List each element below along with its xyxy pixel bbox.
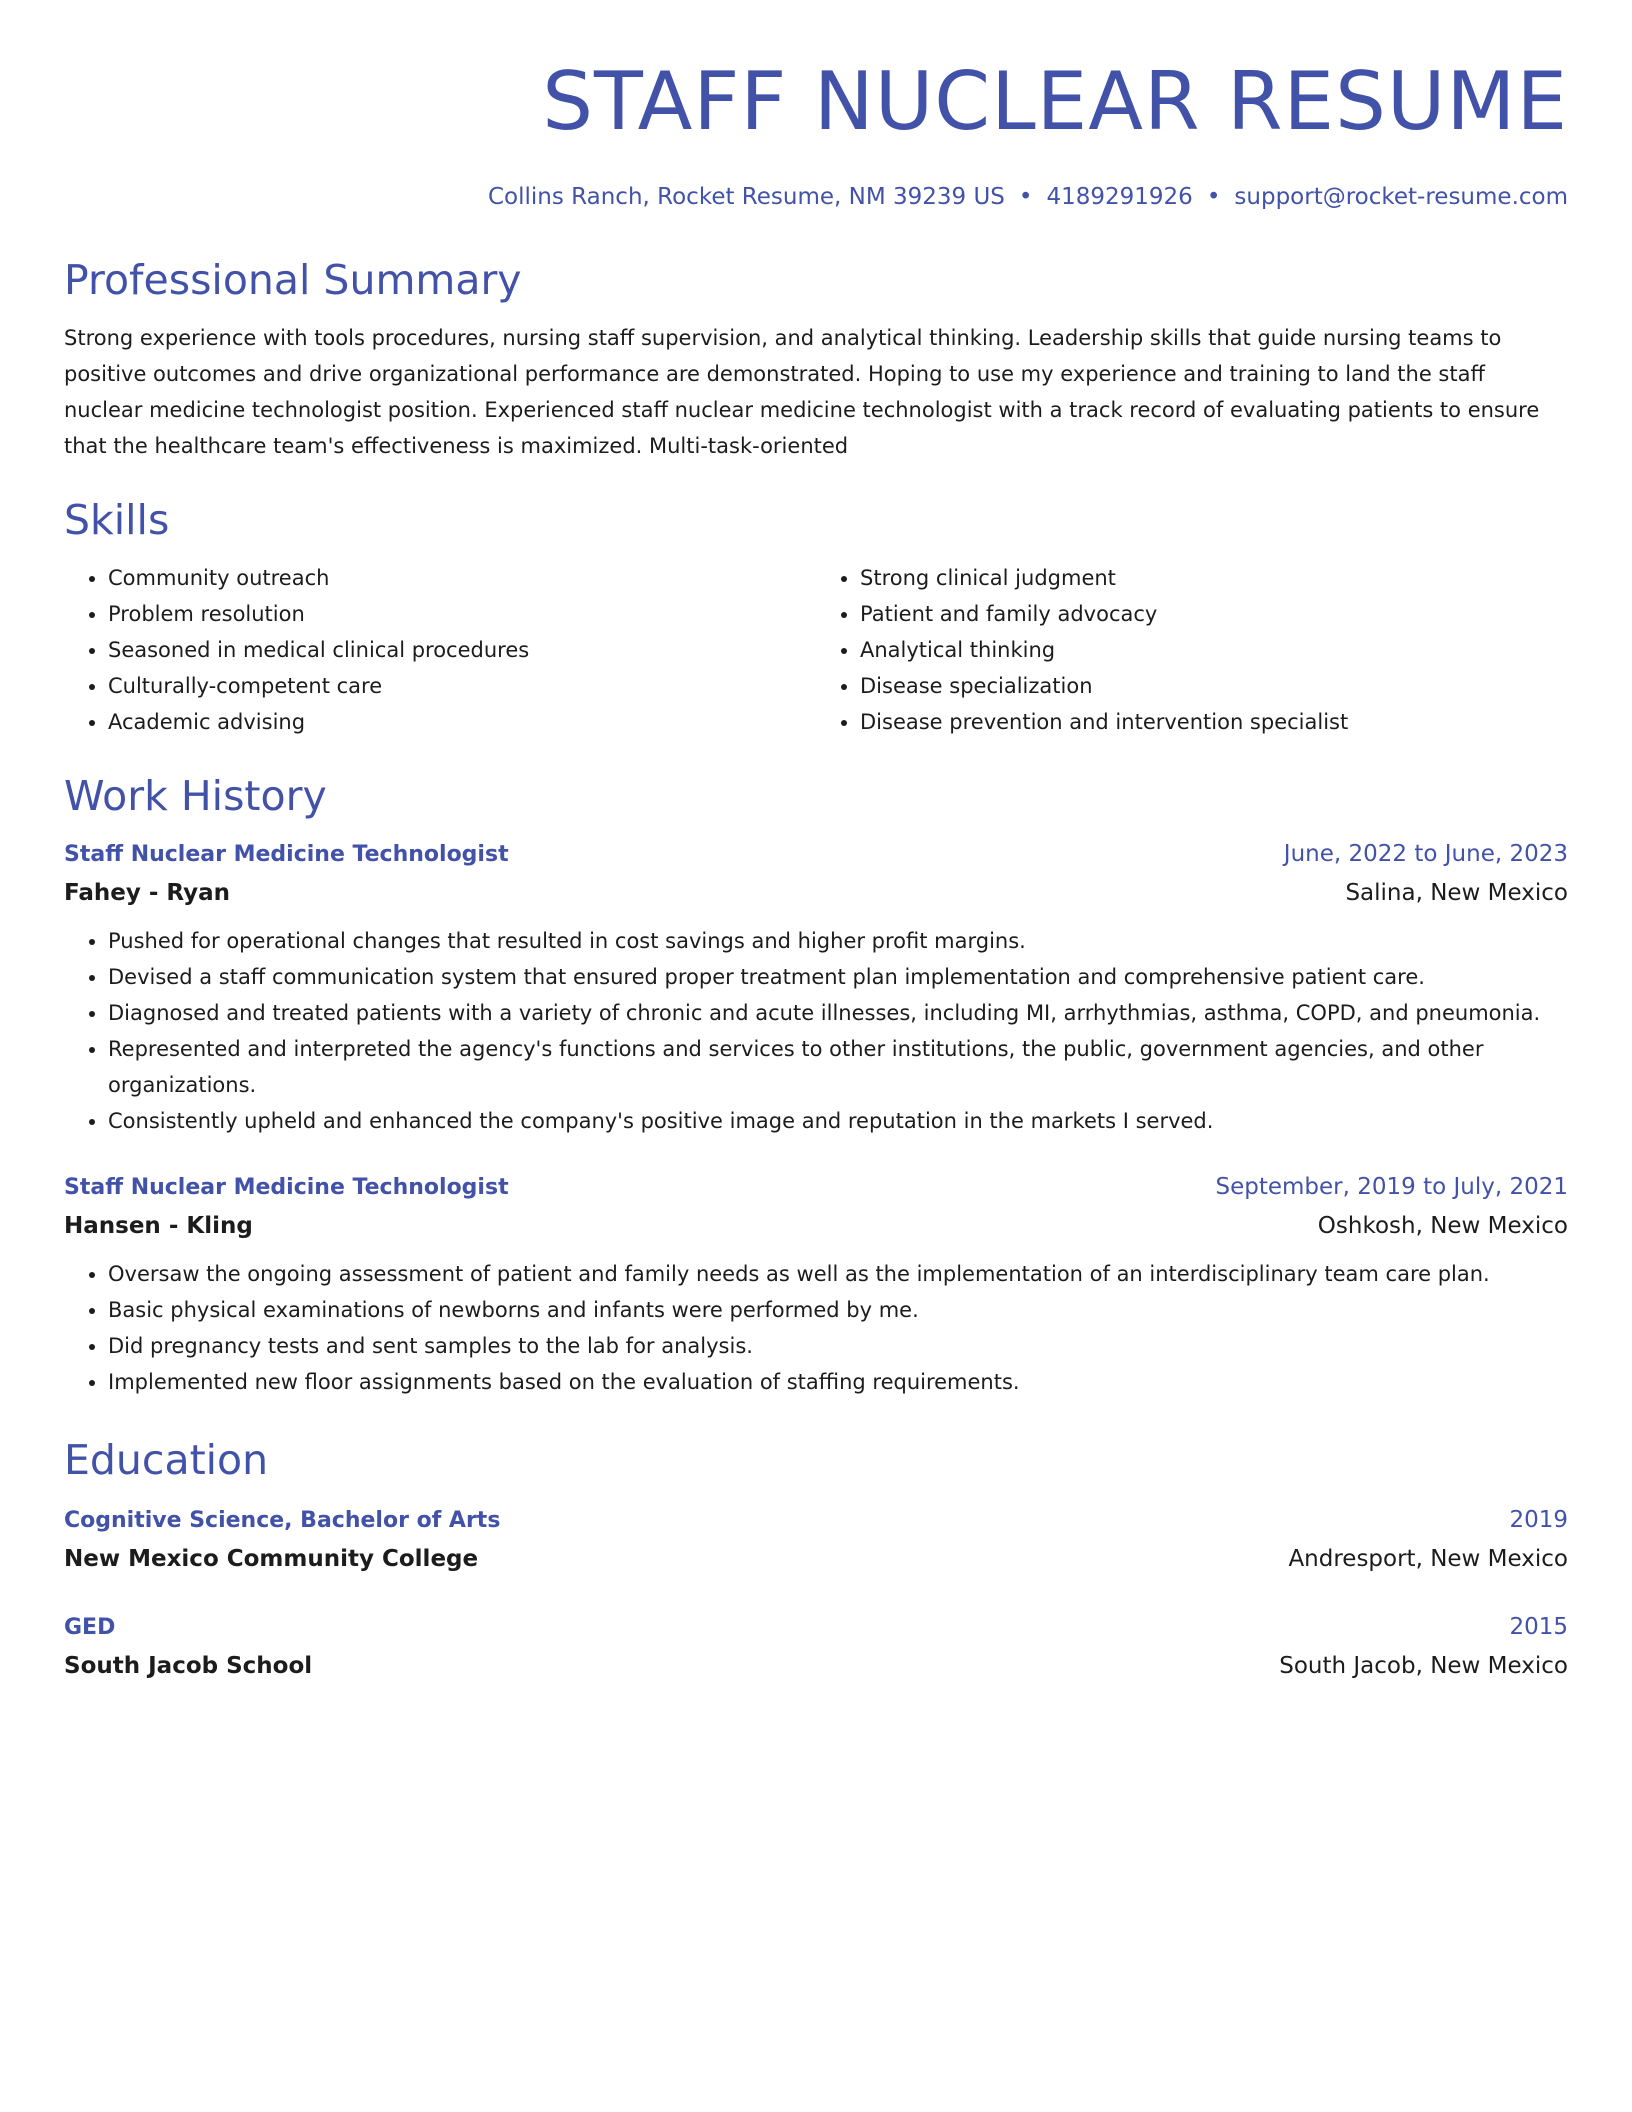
job-entry	[64, 1169, 1568, 1400]
skills-column-left	[64, 560, 816, 740]
skills-column-right	[816, 560, 1568, 740]
skill-item: • Disease prevention and intervention specialist	[860, 704, 1568, 740]
skill-item: • Analytical thinking	[860, 632, 1568, 668]
education-year: 2019	[1509, 1507, 1568, 1533]
contact-phone: 4189291926	[1046, 184, 1193, 210]
skills-list-left	[64, 560, 816, 740]
job-bullet: • Implemented new floor assignments based on the evaluation of staffing requirements.	[108, 1364, 1568, 1400]
education-degree: Cognitive Science, Bachelor of Arts	[64, 1508, 501, 1533]
job-entry	[64, 836, 1568, 1139]
skill-item: • Strong clinical judgment	[860, 560, 1568, 596]
education-entry	[64, 1609, 1568, 1686]
education-school: South Jacob School	[64, 1653, 313, 1679]
education-entry	[64, 1502, 1568, 1579]
job-role: Staff Nuclear Medicine Technologist	[64, 1175, 509, 1200]
job-dates: June, 2022 to June, 2023	[1283, 841, 1568, 867]
job-location: Salina, New Mexico	[1345, 880, 1568, 906]
education-location: Andresport, New Mexico	[1288, 1546, 1568, 1572]
skill-item: • Community outreach	[108, 560, 816, 596]
contact-separator: •	[1206, 184, 1221, 210]
job-bullets	[64, 923, 1568, 1139]
job-bullet: • Did pregnancy tests and sent samples to the lab for analysis.	[108, 1328, 1568, 1364]
work-history-heading: Work History	[64, 772, 327, 820]
job-bullet: • Pushed for operational changes that resulted in cost savings and higher profit margins.	[108, 923, 1568, 959]
job-bullet: • Oversaw the ongoing assessment of patient and family needs as well as the implementation of an interdisciplinary team care plan.	[108, 1256, 1568, 1292]
skill-item: • Problem resolution	[108, 596, 816, 632]
job-dates: September, 2019 to July, 2021	[1215, 1174, 1568, 1200]
job-employer-row	[64, 873, 1568, 913]
education-header-row	[64, 1609, 1568, 1646]
skill-item: • Disease specialization	[860, 668, 1568, 704]
contact-email: support@rocket-resume.com	[1234, 184, 1568, 210]
job-employer-row	[64, 1206, 1568, 1246]
contact-separator: •	[1018, 184, 1033, 210]
skill-item: • Patient and family advocacy	[860, 596, 1568, 632]
contact-line	[64, 180, 1568, 214]
job-location: Oshkosh, New Mexico	[1317, 1213, 1568, 1239]
skills-grid	[64, 560, 1568, 740]
job-employer: Fahey - Ryan	[64, 880, 230, 906]
job-bullet: • Diagnosed and treated patients with a variety of chronic and acute illnesses, including MI, arrhythmias, asthma, COPD, and pneumonia.	[108, 995, 1568, 1031]
education-header-row	[64, 1502, 1568, 1539]
skill-item: • Culturally-competent care	[108, 668, 816, 704]
education-school: New Mexico Community College	[64, 1546, 479, 1572]
education-school-row	[64, 1646, 1568, 1686]
skills-heading: Skills	[64, 496, 170, 544]
summary-heading: Professional Summary	[64, 256, 522, 304]
education-school-row	[64, 1539, 1568, 1579]
education-heading: Education	[64, 1436, 269, 1484]
job-bullet: • Basic physical examinations of newborns and infants were performed by me.	[108, 1292, 1568, 1328]
education-location: South Jacob, New Mexico	[1279, 1653, 1568, 1679]
job-employer: Hansen - Kling	[64, 1213, 253, 1239]
job-bullet: • Consistently upheld and enhanced the company's positive image and reputation in the markets I served.	[108, 1103, 1568, 1139]
job-header-row	[64, 1169, 1568, 1206]
contact-address: Collins Ranch, Rocket Resume, NM 39239 US	[487, 184, 1005, 210]
education-year: 2015	[1509, 1614, 1568, 1640]
job-bullet: • Devised a staff communication system that ensured proper treatment plan implementation and comprehensive patient care.	[108, 959, 1568, 995]
summary-text: Strong experience with tools procedures, nursing staff supervision, and analytical thinking. Leadership skills that guide nursing teams to positive outcomes and drive organizational performance are demonstrated. Hoping to use my experience and training to land the staff nuclear medicine technologist position. Experienced staff nuclear medicine technologist with a track record of evaluating patients to ensure that the healthcare team's effectiveness is maximized. Multi-task-oriented	[64, 326, 1540, 458]
education-degree: GED	[64, 1615, 116, 1640]
job-bullets	[64, 1256, 1568, 1400]
resume-title: STAFF NUCLEAR RESUME	[542, 55, 1568, 148]
job-role: Staff Nuclear Medicine Technologist	[64, 842, 509, 867]
job-header-row	[64, 836, 1568, 873]
job-bullet: • Represented and interpreted the agency's functions and services to other institutions, the public, government agencies, and other organizations.	[108, 1031, 1568, 1103]
skill-item: • Academic advising	[108, 704, 816, 740]
skill-item: • Seasoned in medical clinical procedures	[108, 632, 816, 668]
skills-list-right	[816, 560, 1568, 740]
